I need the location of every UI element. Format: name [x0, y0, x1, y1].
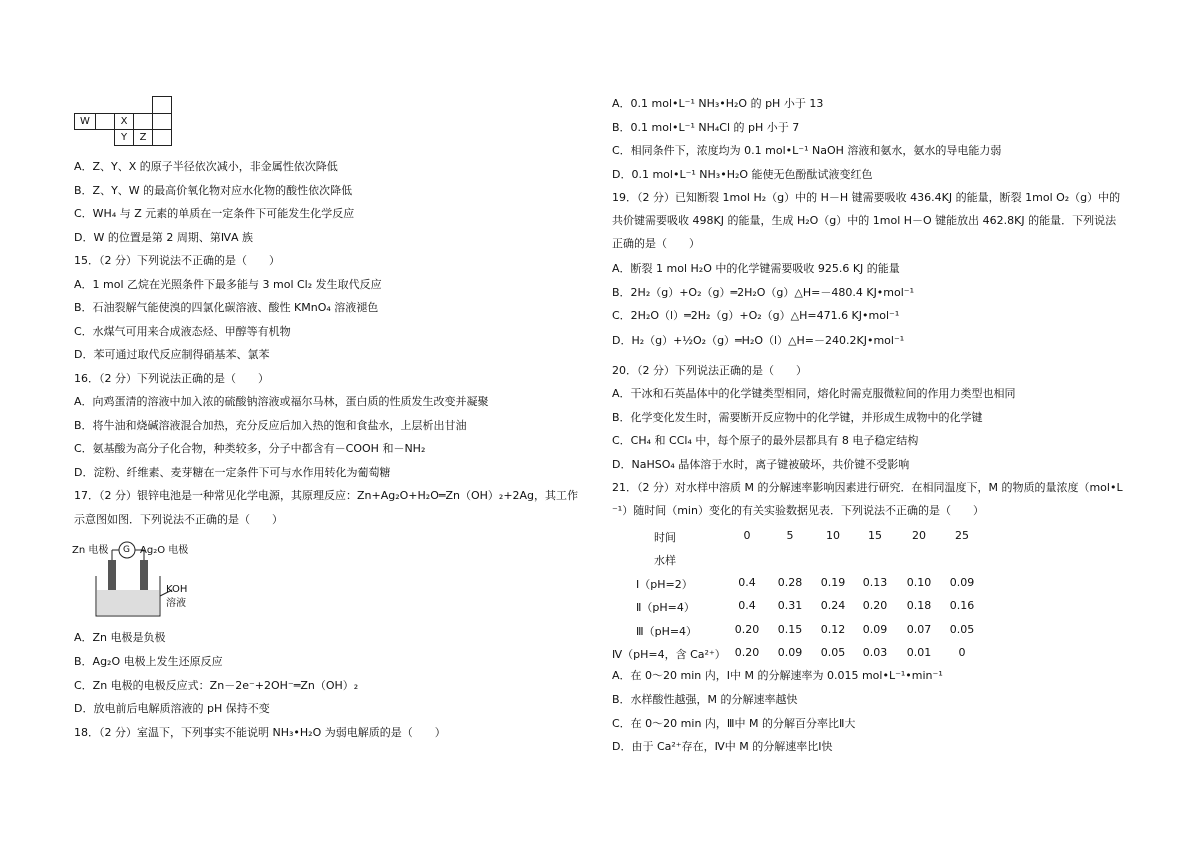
table-cell: 0.09 [862, 623, 888, 636]
q21-option-d: D．由于 Ca²⁺存在，Ⅳ中 M 的分解速率比Ⅰ快 [612, 740, 833, 753]
table-cell: 0.4 [738, 599, 756, 612]
table-header-time: 时间 [654, 531, 676, 544]
table-cell: 0.24 [820, 599, 846, 612]
q21-option-a: A．在 0～20 min 内，Ⅰ中 M 的分解速率为 0.015 mol•L⁻¹•min⁻¹ [612, 669, 943, 682]
q17-stem-line2: 示意图如图．下列说法不正确的是（ ） [74, 513, 283, 526]
q18-option-d: D．0.1 mol•L⁻¹ NH₃•H₂O 能使无色酚酞试液变红色 [612, 168, 873, 181]
table-cell: 0.03 [862, 646, 888, 659]
battery-diagram [72, 540, 192, 620]
q21-stem-line2: ⁻¹）随时间（min）变化的有关实验数据见表．下列说法不正确的是（ ） [612, 504, 984, 517]
table-header-cell: 10 [826, 529, 840, 542]
q21-option-c: C．在 0～20 min 内，Ⅲ中 M 的分解百分率比Ⅱ大 [612, 717, 856, 730]
table-row-label: Ⅰ（pH=2） [636, 578, 693, 591]
table-cell: 0.12 [820, 623, 846, 636]
q17-option-c: C．Zn 电极的电极反应式：Zn－2e⁻+2OH⁻═Zn（OH）₂ [74, 679, 359, 692]
cell-x: X [114, 113, 134, 130]
table-cell: 0.09 [777, 646, 803, 659]
galvanometer-label: G [123, 545, 130, 555]
q20-option-a: A．干冰和石英晶体中的化学键类型相同，熔化时需克服微粒间的作用力类型也相同 [612, 387, 1016, 400]
q19-option-c: C．2H₂O（l）═2H₂（g）+O₂（g）△H=471.6 KJ•mol⁻¹ [612, 309, 900, 322]
table-subheader-sample: 水样 [654, 554, 676, 567]
solution-label: 溶液 [166, 598, 186, 609]
q15-option-c: C．水煤气可用来合成液态烃、甲醇等有机物 [74, 325, 291, 338]
table-cell: 0.16 [949, 599, 975, 612]
q16-option-d: D．淀粉、纤维素、麦芽糖在一定条件下可与水作用转化为葡萄糖 [74, 466, 391, 479]
table-row-label: Ⅱ（pH=4） [636, 601, 695, 614]
q19-stem-line3: 正确的是（ ） [612, 237, 700, 250]
table-cell: 0.20 [734, 623, 760, 636]
periodic-table-fragment [74, 96, 174, 146]
table-cell: 0.28 [777, 576, 803, 589]
table-row-label: Ⅲ（pH=4） [636, 625, 698, 638]
q15-option-b: B．石油裂解气能使溴的四氯化碳溶液、酸性 KMnO₄ 溶液褪色 [74, 301, 379, 314]
q17-option-a: A．Zn 电极是负极 [74, 631, 166, 644]
table-header-cell: 25 [955, 529, 969, 542]
table-cell: 0.05 [820, 646, 846, 659]
table-cell: 0.05 [949, 623, 975, 636]
q20-option-b: B．化学变化发生时，需要断开反应物中的化学键，并形成生成物中的化学键 [612, 411, 983, 424]
q19-stem-line1: 19．（2 分）已知断裂 1mol H₂（g）中的 H－H 键需要吸收 436.4KJ 的能量，断裂 1mol O₂（g）中的 [612, 191, 1121, 204]
table-cell: 0.15 [777, 623, 803, 636]
q15-option-a: A．1 mol 乙烷在光照条件下最多能与 3 mol Cl₂ 发生取代反应 [74, 278, 382, 291]
q20-option-c: C．CH₄ 和 CCl₄ 中，每个原子的最外层都具有 8 电子稳定结构 [612, 434, 919, 447]
koh-label: KOH [166, 584, 188, 595]
table-header-cell: 20 [912, 529, 926, 542]
q19-option-b: B．2H₂（g）+O₂（g）═2H₂O（g）△H=－480.4 KJ•mol⁻¹ [612, 286, 915, 299]
ag2o-electrode-label: Ag₂O 电极 [140, 545, 189, 556]
q19-stem-line2: 共价键需要吸收 498KJ 的能量，生成 H₂O（g）中的 1mol H－O 键能放出 462.8KJ 的能量．下列说法 [612, 214, 1117, 227]
zn-electrode-label: Zn 电极 [72, 545, 109, 556]
q14-option-b: B．Z、Y、W 的最高价氧化物对应水化物的酸性依次降低 [74, 184, 353, 197]
table-cell: 0.18 [906, 599, 932, 612]
table-row-label: Ⅳ（pH=4，含 Ca²⁺） [612, 648, 726, 661]
q14-option-d: D．W 的位置是第 2 周期、第ⅣA 族 [74, 231, 254, 244]
q16-option-a: A．向鸡蛋清的溶液中加入浓的硫酸钠溶液或福尔马林，蛋白质的性质发生改变并凝聚 [74, 395, 489, 408]
q18-option-b: B．0.1 mol•L⁻¹ NH₄Cl 的 pH 小于 7 [612, 121, 800, 134]
table-header-cell: 15 [868, 529, 882, 542]
q21-stem-line1: 21．（2 分）对水样中溶质 M 的分解速率影响因素进行研究．在相同温度下，M 的物质的量浓度（mol•L [612, 481, 1123, 494]
q17-option-b: B．Ag₂O 电极上发生还原反应 [74, 655, 223, 668]
table-header-cell: 5 [786, 529, 794, 542]
table-cell: 0 [958, 646, 966, 659]
cell-w: W [74, 113, 96, 130]
q21-option-b: B．水样酸性越强，M 的分解速率越快 [612, 693, 798, 706]
q20-stem: 20．（2 分）下列说法正确的是（ ） [612, 364, 807, 377]
cell-y: Y [114, 129, 134, 146]
table-cell: 0.13 [862, 576, 888, 589]
q20-option-d: D．NaHSO₄ 晶体溶于水时，离子键被破坏，共价键不受影响 [612, 458, 910, 471]
q16-stem: 16．（2 分）下列说法正确的是（ ） [74, 372, 269, 385]
q17-stem-line1: 17．（2 分）银锌电池是一种常见化学电源，其原理反应：Zn+Ag₂O+H₂O═Zn（OH）₂+2Ag，其工作 [74, 489, 579, 502]
q17-option-d: D．放电前后电解质溶液的 pH 保持不变 [74, 702, 270, 715]
table-cell: 0.20 [734, 646, 760, 659]
q18-stem: 18．（2 分）室温下，下列事实不能说明 NH₃•H₂O 为弱电解质的是（ ） [74, 726, 446, 739]
table-cell: 0.4 [738, 576, 756, 589]
q14-option-c: C．WH₄ 与 Z 元素的单质在一定条件下可能发生化学反应 [74, 207, 355, 220]
q18-option-a: A．0.1 mol•L⁻¹ NH₃•H₂O 的 pH 小于 13 [612, 97, 824, 110]
table-cell: 0.01 [906, 646, 932, 659]
q15-option-d: D．苯可通过取代反应制得硝基苯、氯苯 [74, 348, 270, 361]
table-cell: 0.09 [949, 576, 975, 589]
q14-option-a: A．Z、Y、X 的原子半径依次减小，非金属性依次降低 [74, 160, 338, 173]
q19-option-a: A．断裂 1 mol H₂O 中的化学键需要吸收 925.6 KJ 的能量 [612, 262, 900, 275]
cell-z: Z [133, 129, 153, 146]
q19-option-d: D．H₂（g）+½O₂（g）═H₂O（l）△H=－240.2KJ•mol⁻¹ [612, 334, 905, 347]
table-cell: 0.20 [862, 599, 888, 612]
table-cell: 0.19 [820, 576, 846, 589]
table-cell: 0.07 [906, 623, 932, 636]
table-header-cell: 0 [743, 529, 751, 542]
table-cell: 0.10 [906, 576, 932, 589]
q18-option-c: C．相同条件下，浓度均为 0.1 mol•L⁻¹ NaOH 溶液和氨水，氨水的导电能力弱 [612, 144, 1002, 157]
q15-stem: 15．（2 分）下列说法不正确的是（ ） [74, 254, 280, 267]
q16-option-b: B．将牛油和烧碱溶液混合加热，充分反应后加入热的饱和食盐水，上层析出甘油 [74, 419, 467, 432]
q16-option-c: C．氨基酸为高分子化合物，种类较多，分子中都含有－COOH 和－NH₂ [74, 442, 426, 455]
table-cell: 0.31 [777, 599, 803, 612]
